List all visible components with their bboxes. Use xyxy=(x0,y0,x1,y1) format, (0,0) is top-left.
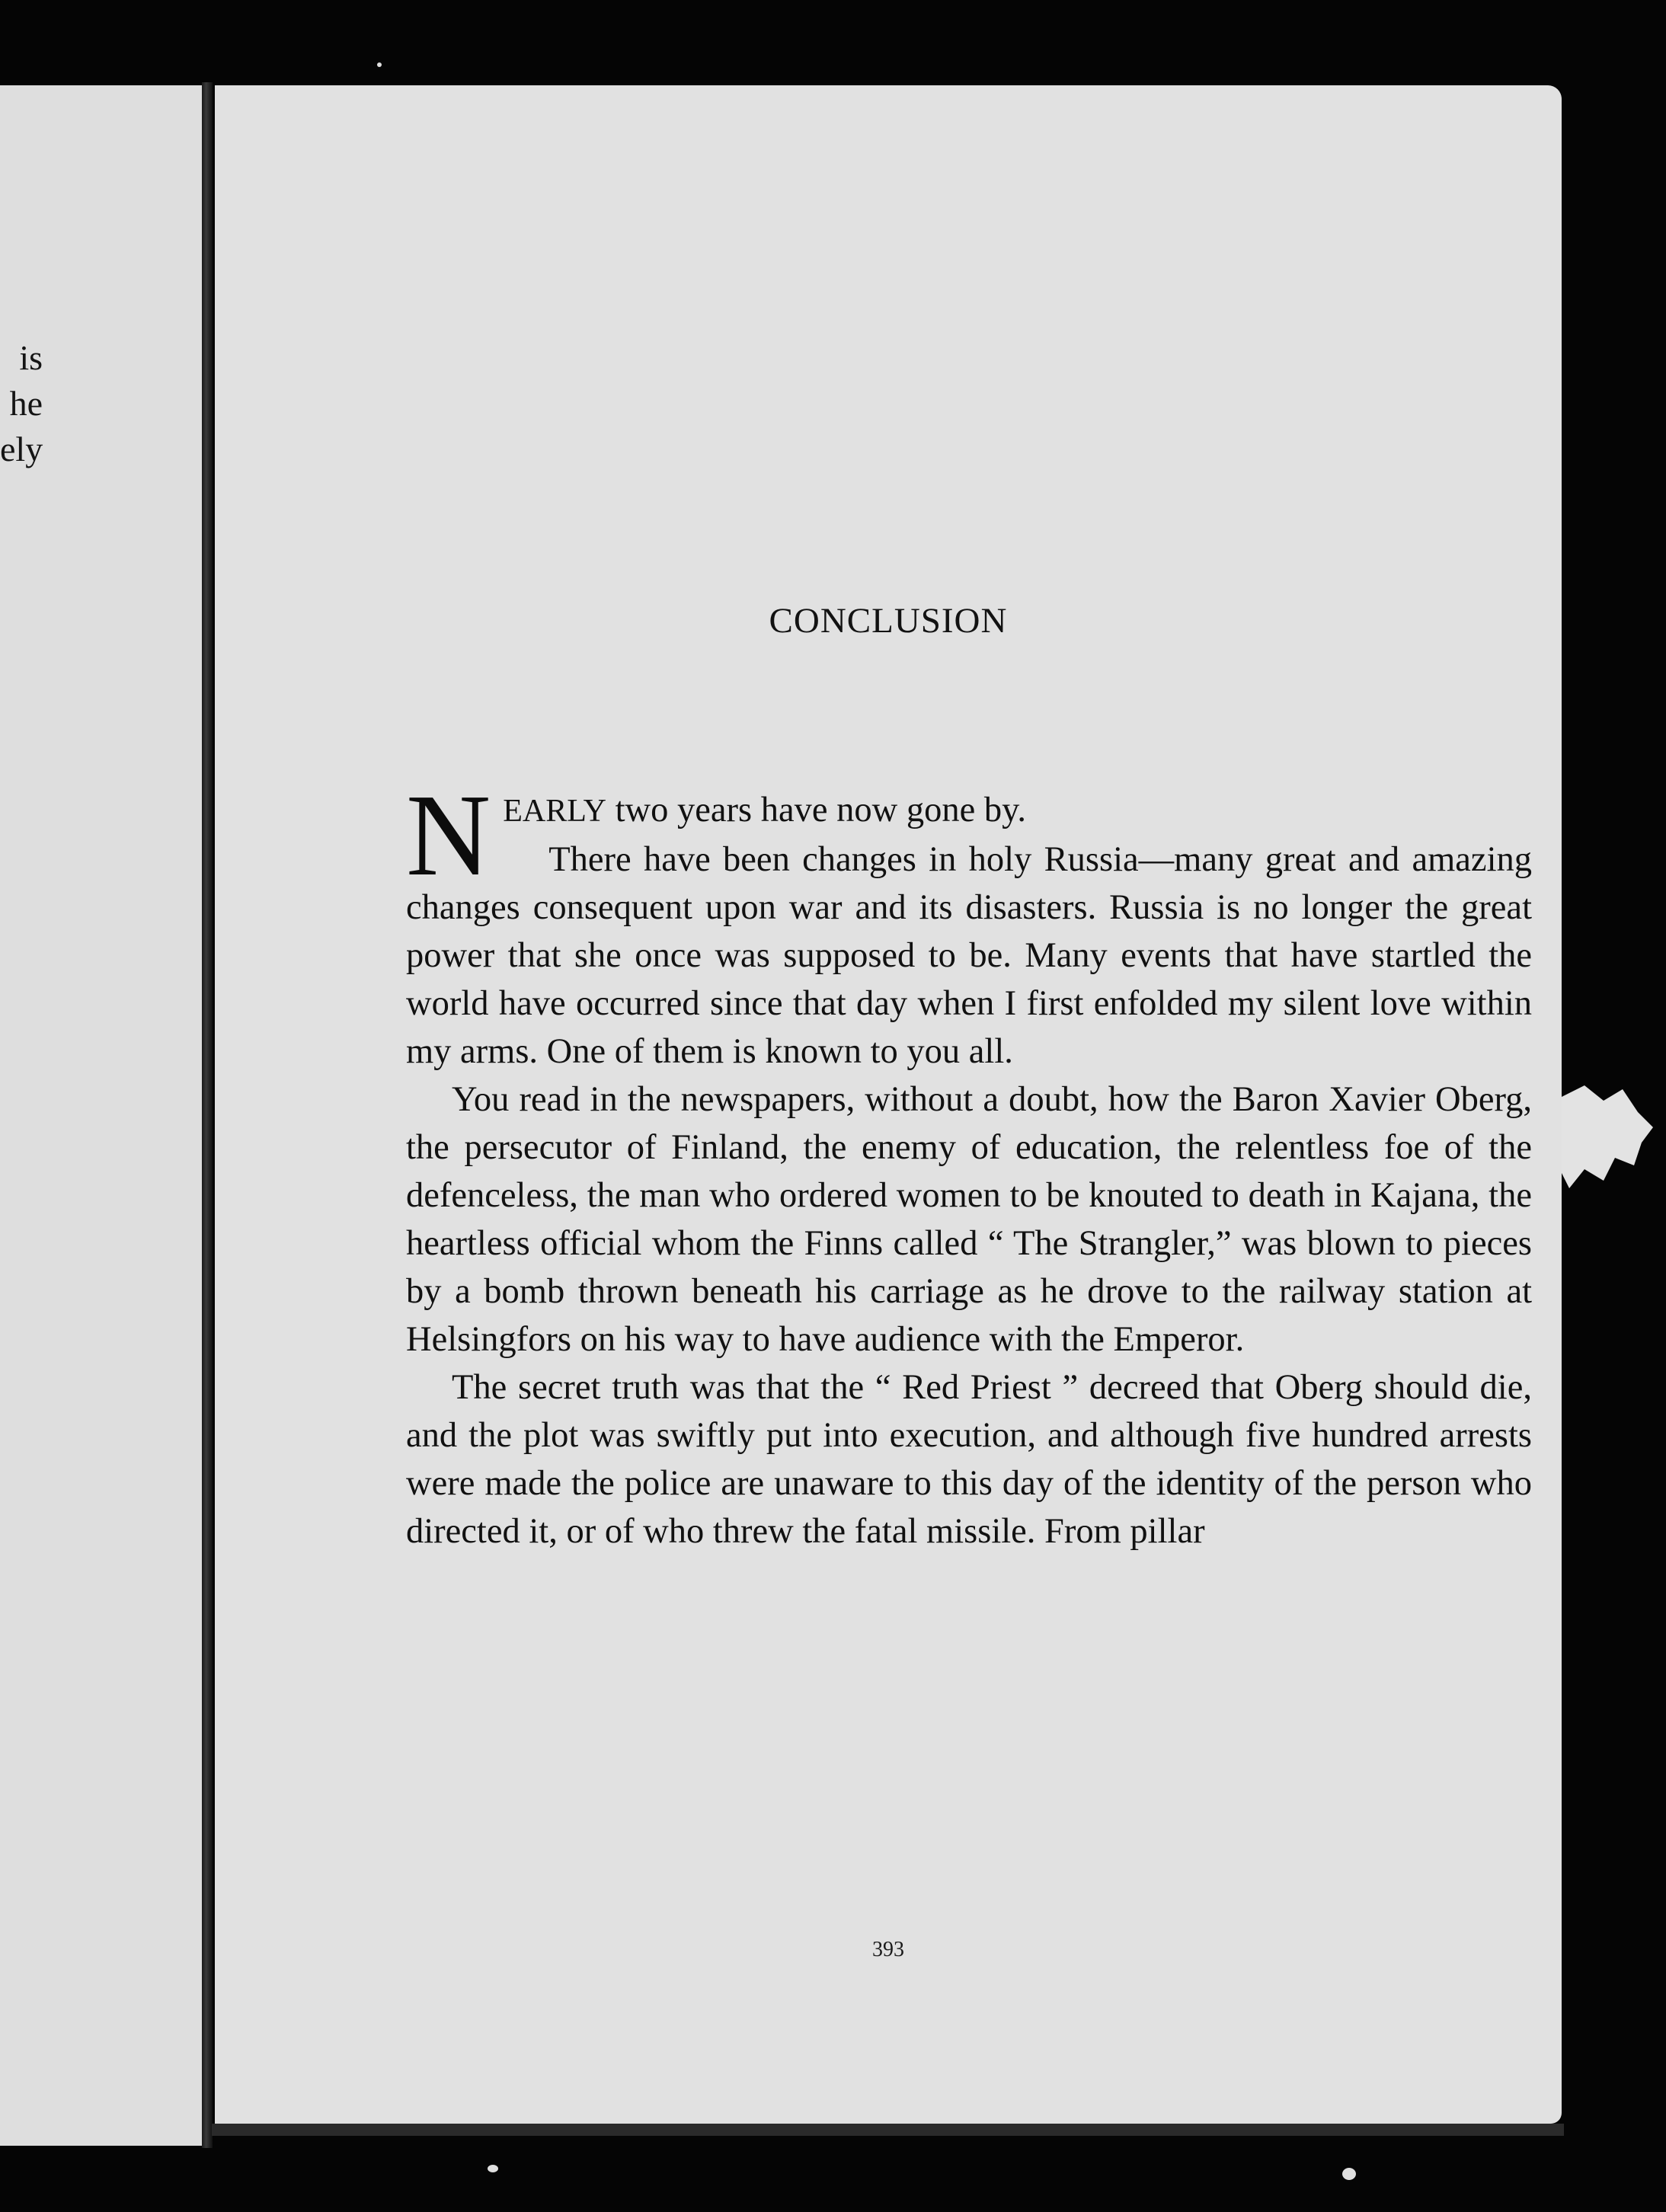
dust-speck xyxy=(488,2165,498,2172)
page-bottom-shadow xyxy=(212,2124,1564,2136)
body-text xyxy=(406,771,1532,1555)
left-fragment: ely xyxy=(0,430,43,468)
page-number: 393 xyxy=(872,1938,904,1961)
right-page xyxy=(215,85,1562,2124)
opening-line: two years have now gone by. xyxy=(606,791,1026,830)
left-fragment: he xyxy=(9,384,43,423)
paragraph: The secret truth was that the “ Red Priest ” decreed that Oberg should die, and the plot was swiftly put into execution, and although five hundred arrests were made the police are unaware to this day of the identity of the person who directed it, or of who threw the fatal missile. From pillar xyxy=(406,1368,1532,1551)
drop-cap: N xyxy=(406,771,491,900)
dust-speck xyxy=(1342,2168,1356,2180)
left-fragment: is xyxy=(19,338,43,377)
left-page-fragment-column xyxy=(0,335,43,472)
chapter-title: CONCLUSION xyxy=(769,601,1008,641)
paragraph-opening xyxy=(406,771,1532,900)
opening-word: EARLY xyxy=(503,794,607,829)
book-gutter xyxy=(202,82,213,2148)
paragraph: There have been changes in holy Russia—many great and amazing changes consequent upon war and its disasters. Russia is no longer the great power that she once was supposed to be. Many events that have startled the world have occurred since that day when I first enfolded my silent love within my arms. One of them is known to you all. xyxy=(406,840,1532,1071)
dust-speck xyxy=(377,62,382,67)
torn-paper-fragment xyxy=(1562,1082,1653,1196)
paragraph: You read in the newspapers, without a doubt, how the Baron Xavier Oberg, the persecutor of Finland, the enemy of education, the relentless foe of the defenceless, the man who ordered women to be knouted to death in Kajana, the heartless official whom the Finns called “ The Strangler,” was blown to pieces by a bomb thrown beneath his carriage as he drove to the railway station at Helsingfors on his way to have audience with the Emperor. xyxy=(406,1080,1532,1359)
